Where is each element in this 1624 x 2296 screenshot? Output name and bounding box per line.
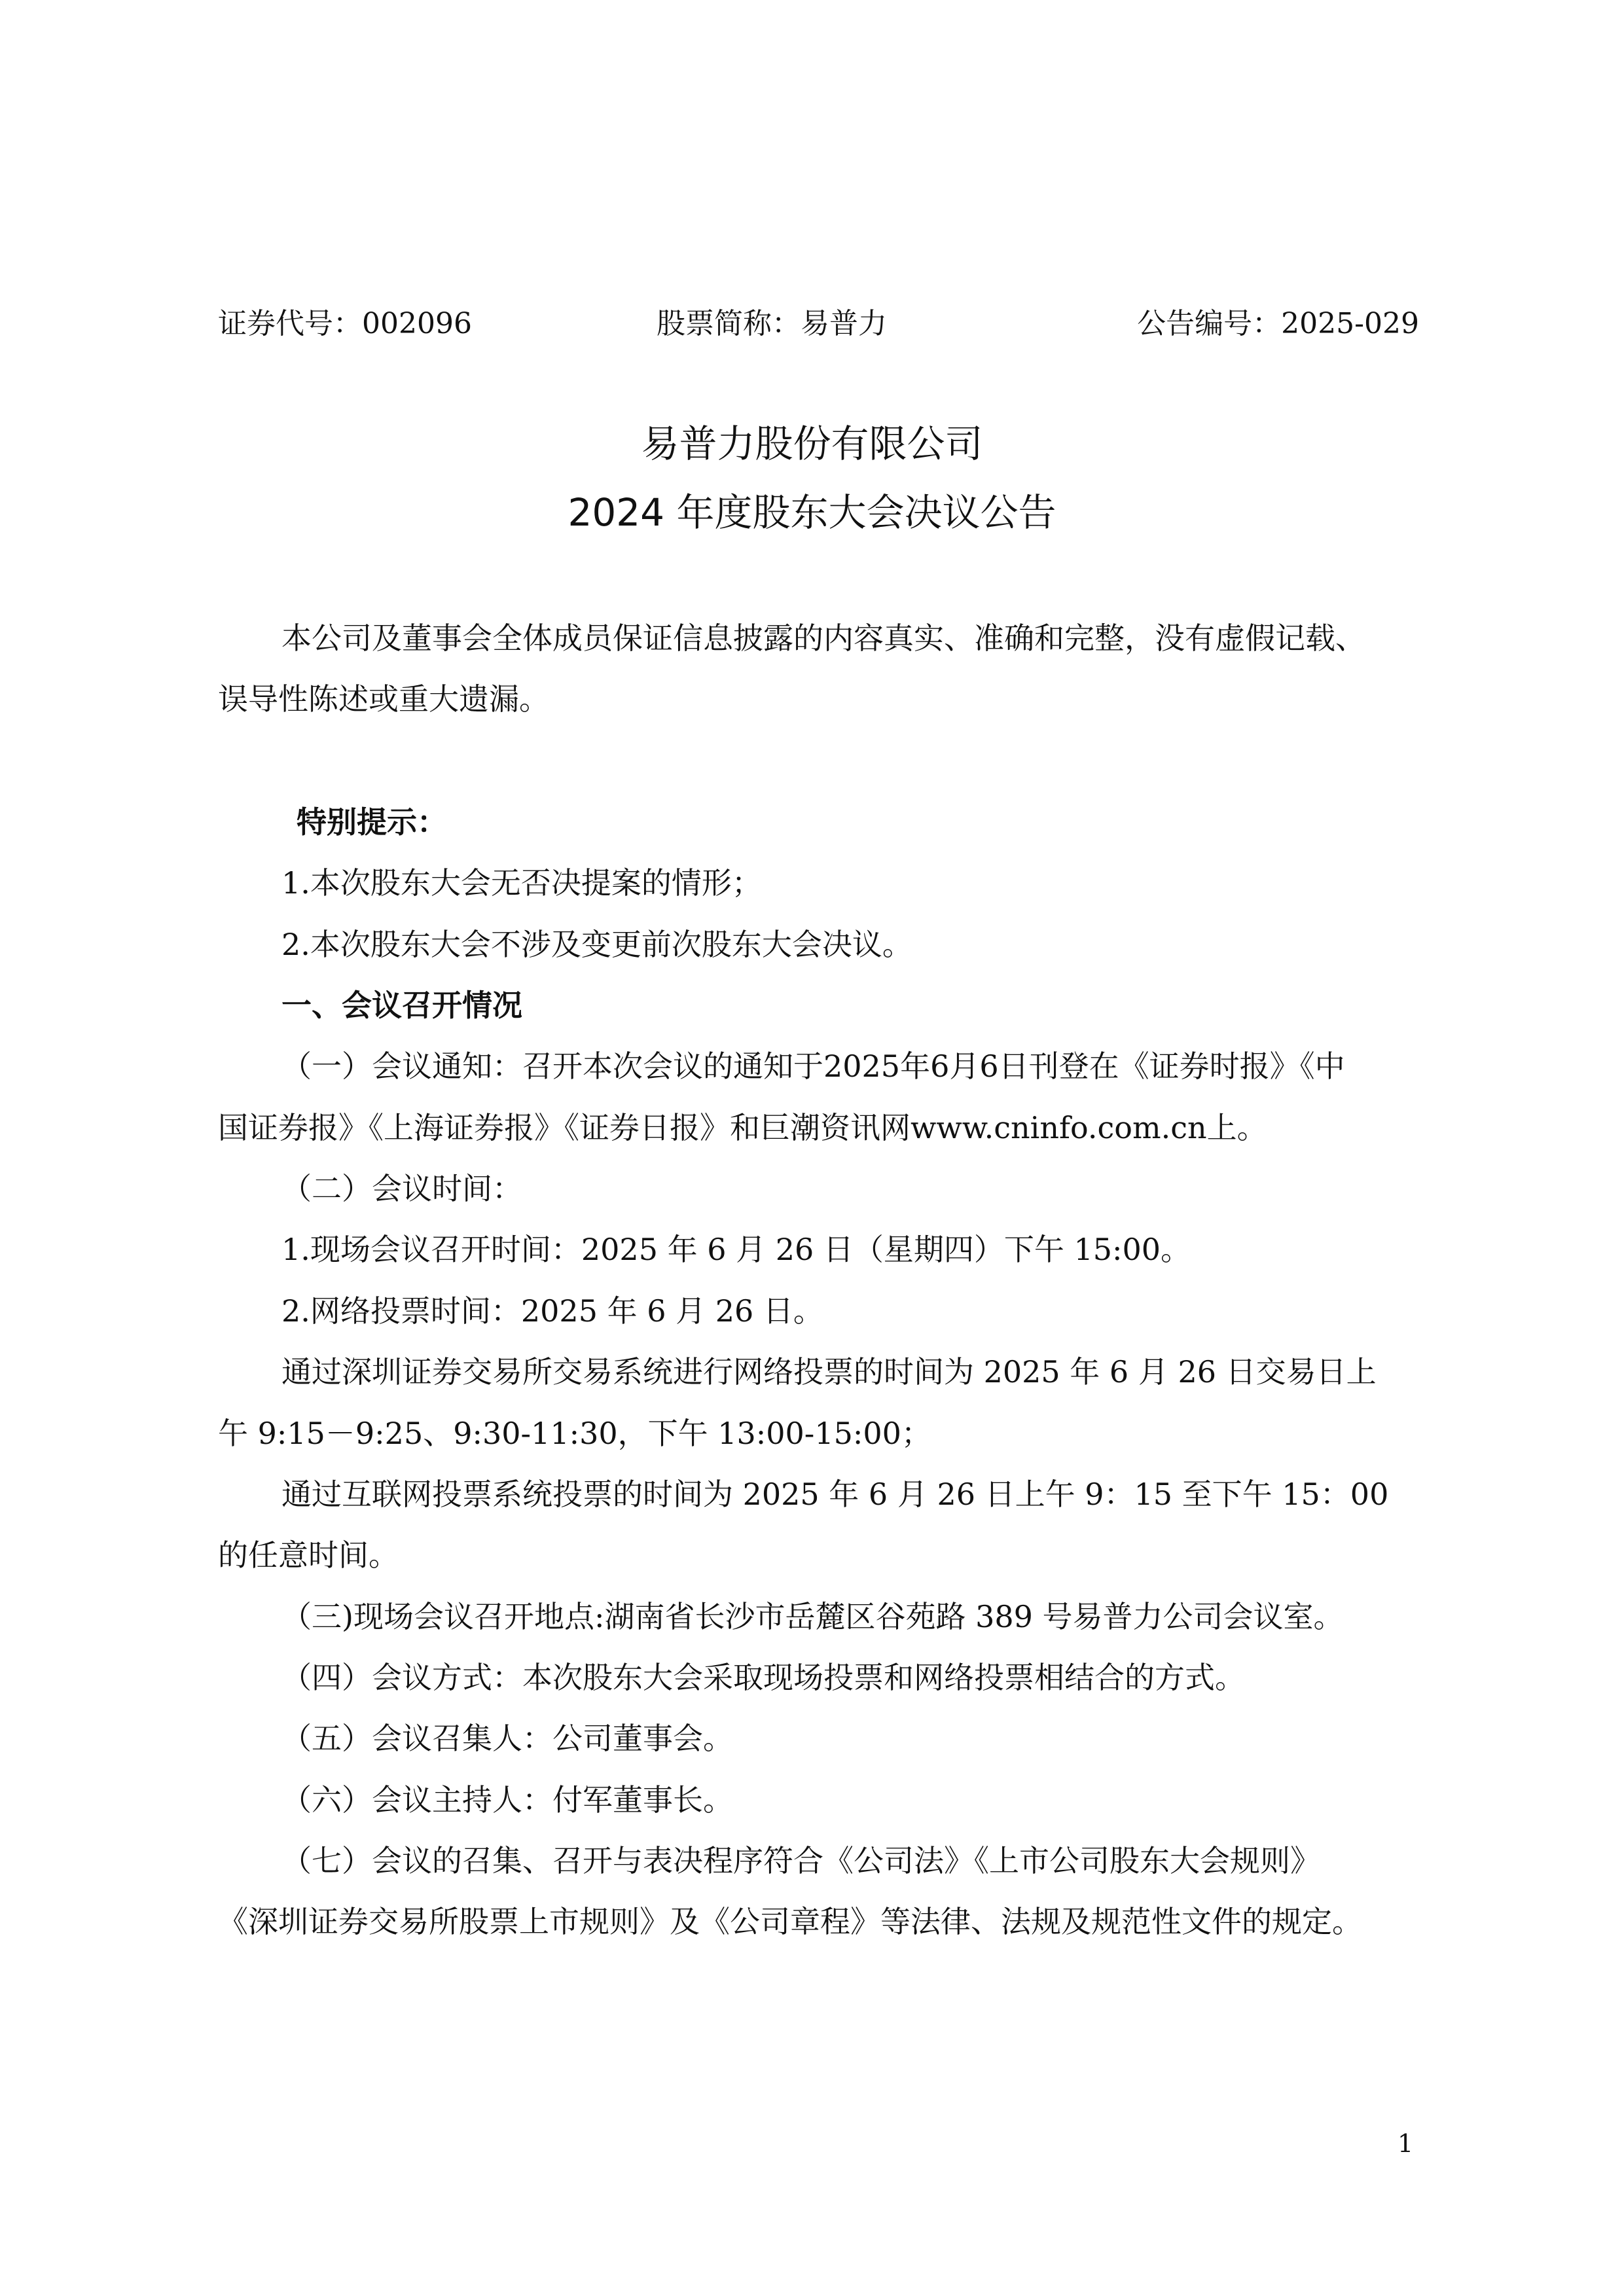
page-number: 1 — [1398, 2129, 1414, 2158]
special-notice-item-1: 1.本次股东大会无否决提案的情形； — [281, 865, 762, 901]
stock-code: 证券代号：002096 — [218, 307, 472, 340]
szse-voting-line-2: 午 9:15－9:25、9:30-11:30，下午 13:00-15:00； — [218, 1416, 931, 1451]
special-notice-item-2: 2.本次股东大会不涉及变更前次股东大会决议。 — [281, 927, 912, 962]
compliance-line-1: （七）会议的召集、召开与表决程序符合《公司法》《上市公司股东大会规则》 — [281, 1843, 1320, 1878]
meeting-notice-line-2: 国证券报》《上海证券报》《证券日报》和巨潮资讯网www.cninfo.com.cn上。 — [218, 1110, 1267, 1145]
meeting-time-online: 2.网络投票时间：2025 年 6 月 26 日。 — [281, 1293, 823, 1329]
meeting-venue: （三)现场会议召开地点:湖南省长沙市岳麓区谷苑路 389 号易普力公司会议室。 — [281, 1599, 1344, 1634]
notice-number: 公告编号：2025-029 — [1137, 307, 1419, 340]
internet-voting-line-1: 通过互联网投票系统投票的时间为 2025 年 6 月 26 日上午 9：15 至下午 15：00 — [281, 1477, 1389, 1512]
meeting-time-onsite: 1.现场会议召开时间：2025 年 6 月 26 日（星期四）下午 15:00。 — [281, 1232, 1191, 1267]
compliance-line-2: 《深圳证券交易所股票上市规则》及《公司章程》等法律、法规及规范性文件的规定。 — [218, 1904, 1362, 1939]
company-title: 易普力股份有限公司 — [641, 422, 983, 466]
document-header — [218, 301, 1419, 347]
section-heading-meeting: 一、会议召开情况 — [281, 988, 522, 1023]
meeting-host: （六）会议主持人：付军董事长。 — [281, 1782, 733, 1818]
statement-line-1: 本公司及董事会全体成员保证信息披露的内容真实、准确和完整，没有虚假记载、 — [281, 620, 1365, 656]
internet-voting-line-2: 的任意时间。 — [218, 1537, 399, 1573]
meeting-time-heading: （二）会议时间： — [281, 1171, 522, 1206]
meeting-convener: （五）会议召集人：公司董事会。 — [281, 1721, 733, 1756]
stock-name: 股票简称：易普力 — [657, 307, 887, 340]
document-title: 2024 年度股东大会决议公告 — [568, 490, 1056, 535]
meeting-notice-line-1: （一）会议通知：召开本次会议的通知于2025年6月6日刊登在《证券时报》《中 — [281, 1049, 1345, 1084]
special-notice-heading: 特别提示： — [297, 804, 447, 840]
statement-line-2: 误导性陈述或重大遗漏。 — [218, 681, 549, 717]
szse-voting-line-1: 通过深圳证券交易所交易系统进行网络投票的时间为 2025 年 6 月 26 日交易日上 — [281, 1354, 1377, 1390]
meeting-method: （四）会议方式：本次股东大会采取现场投票和网络投票相结合的方式。 — [281, 1660, 1245, 1695]
